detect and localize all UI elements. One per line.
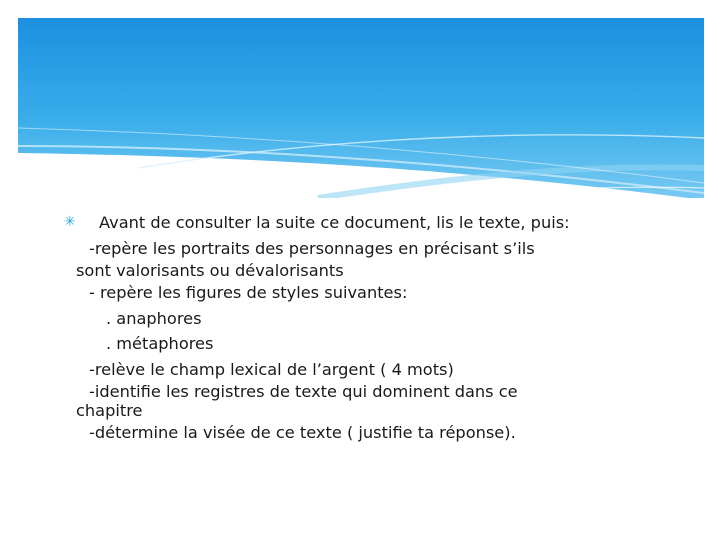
instruction-line: . métaphores <box>106 334 214 353</box>
instructions-text <box>64 210 696 446</box>
instruction-line: -détermine la visée de ce texte ( justifie ta réponse). <box>89 423 516 442</box>
instruction-line: . anaphores <box>106 308 202 328</box>
instruction-line: -repère les portraits des personnages en précisant s’ils <box>89 238 535 258</box>
instruction-line: - repère les figures de styles suivantes: <box>89 283 408 302</box>
instruction-line: -identifie les registres de texte qui dominent dans ce <box>89 382 518 401</box>
instruction-intro: Avant de consulter la suite ce document, lis le texte, puis: <box>99 213 570 232</box>
header-banner <box>18 18 704 198</box>
instruction-line <box>64 210 696 236</box>
instruction-line: chapitre <box>76 401 143 420</box>
instruction-line: sont valorisants ou dévalorisants <box>76 261 344 280</box>
header-wave-graphic <box>18 18 704 198</box>
instruction-line: -relève le champ lexical de l’argent ( 4 mots) <box>89 359 454 379</box>
asterisk-bullet-icon: ✳ <box>64 214 76 230</box>
